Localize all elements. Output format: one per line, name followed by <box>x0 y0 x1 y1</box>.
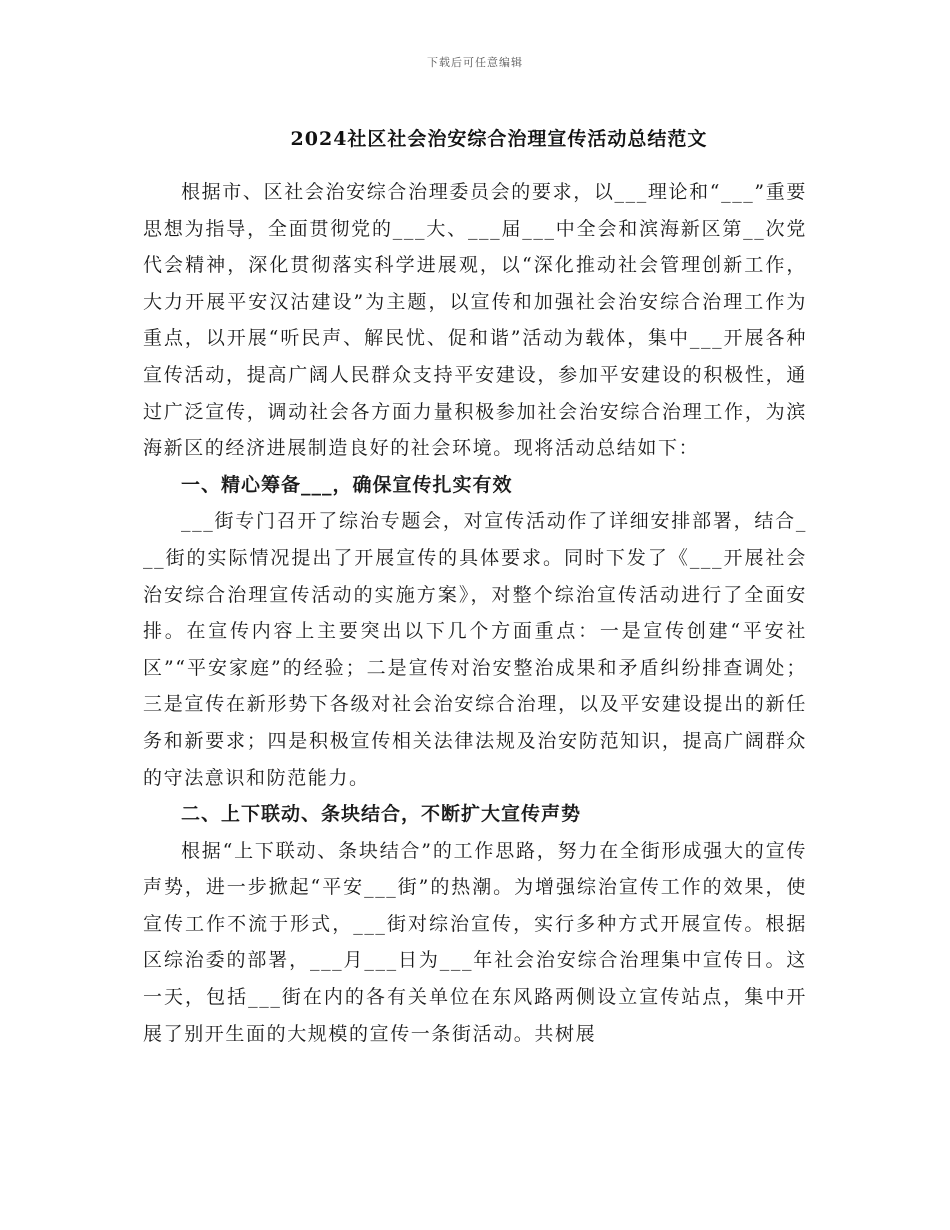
page-header-note: 下载后可任意编辑 <box>427 56 523 69</box>
section-heading-1: 一、精心筹备___，确保宣传扎实有效 <box>181 473 513 496</box>
paragraph-section-1: ___街专门召开了综治专题会，对宣传活动作了详细安排部署，结合___街的实际情况提出了开展宣传的具体要求。同时下发了《___开展社会治安综合治理宣传活动的实施方案》，对整个综治宣传活动进行了全面安排。在宣传内容上主要突出以下几个方面重点：一是宣传创建“平安社区”“平安家庭”的经验；二是宣传对治安整治成果和矛盾纠纷排查调处；三是宣传在新形势下各级对社会治安综合治理，以及平安建设提出的新任务和新要求；四是积极宣传相关法律法规及治安防范知识，提高广阔群众的守法意识和防范能力。 <box>143 510 807 789</box>
section-heading-2: 二、上下联动、条块结合，不断扩大宣传声势 <box>181 803 582 826</box>
paragraph-intro: 根据市、区社会治安综合治理委员会的要求，以___理论和“___”重要思想为指导，全面贯彻党的___大、___届___中全会和滨海新区第__次党代会精神，深化贯彻落实科学进展观，以“深化推动社会管理创新工作，大力开展平安汉沽建设”为主题，以宣传和加强社会治安综合治理工作为重点，以开展“听民声、解民忧、促和谐”活动为载体，集中___开展各种宣传活动，提高广阔人民群众支持平安建设，参加平安建设的积极性，通过广泛宣传，调动社会各方面力量积极参加社会治安综合治理工作，为滨海新区的经济进展制造良好的社会环境。现将活动总结如下： <box>143 181 807 460</box>
paragraph-section-2: 根据“上下联动、条块结合”的工作思路，努力在全街形成强大的宣传声势，进一步掀起“平安___街”的热潮。为增强综治宣传工作的效果，使宣传工作不流于形式，___街对综治宣传，实行多种方式开展宣传。根据区综治委的部署，___月___日为___年社会治安综合治理集中宣传日。这一天，包括___街在内的各有关单位在东风路两侧设立宣传站点，集中开展了别开生面的大规模的宣传一条街活动。共树展 <box>143 839 807 1045</box>
document-title: 2024社区社会治安综合治理宣传活动总结范文 <box>290 128 708 150</box>
document-body <box>143 174 807 1052</box>
